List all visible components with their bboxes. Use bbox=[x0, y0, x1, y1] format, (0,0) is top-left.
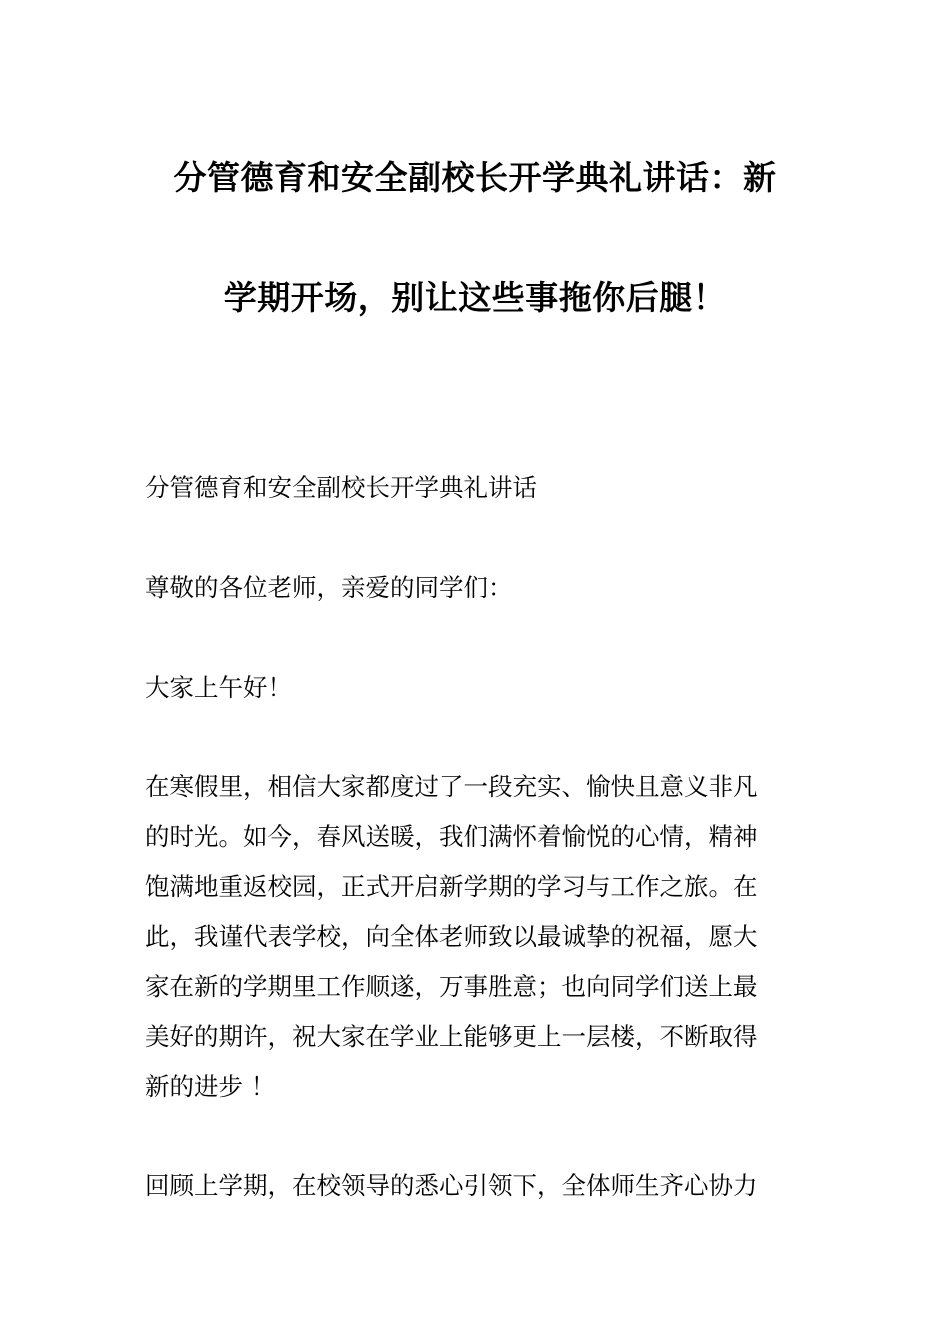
speech-subtitle-text: 分管德育和安全副校长开学典礼讲话 bbox=[145, 473, 537, 502]
document-title-line-1: 分管德育和安全副校长开学典礼讲话：新 bbox=[173, 158, 777, 197]
salutation bbox=[145, 563, 810, 613]
opening-greeting bbox=[145, 663, 810, 713]
opening-greeting-text: 大家上午好！ bbox=[145, 673, 292, 702]
body-paragraph-1-line: 家在新的学期里工作顺遂，万事胜意；也向同学们送上最 bbox=[145, 972, 758, 1001]
body-paragraph-1-line: 新的进步 ！ bbox=[145, 1072, 276, 1101]
speech-subtitle bbox=[145, 463, 810, 513]
salutation-text: 尊敬的各位老师，亲爱的同学们： bbox=[145, 573, 513, 602]
body-paragraph-1-line: 此，我谨代表学校，向全体老师致以最诚挚的祝福，愿大 bbox=[145, 922, 758, 951]
body-paragraph-1-line: 的时光。如今，春风送暖，我们满怀着愉悦的心情，精神 bbox=[145, 822, 758, 851]
body-paragraph-2-line: 回顾上学期，在校领导的悉心引领下，全体师生齐心协力 bbox=[145, 1171, 758, 1200]
body-paragraph-1-line: 在寒假里，相信大家都度过了一段充实、愉快且意义非凡 bbox=[145, 772, 758, 801]
body-paragraph-1-line: 美好的期许，祝大家在学业上能够更上一层楼，不断取得 bbox=[145, 1022, 758, 1051]
body-paragraph-1 bbox=[145, 762, 810, 1112]
document-title-line-2: 学期开场，别让这些事拖你后腿！ bbox=[223, 278, 727, 317]
body-paragraph-2 bbox=[145, 1161, 810, 1211]
body-paragraph-1-line: 饱满地重返校园，正式开启新学期的学习与工作之旅。在 bbox=[145, 872, 758, 901]
